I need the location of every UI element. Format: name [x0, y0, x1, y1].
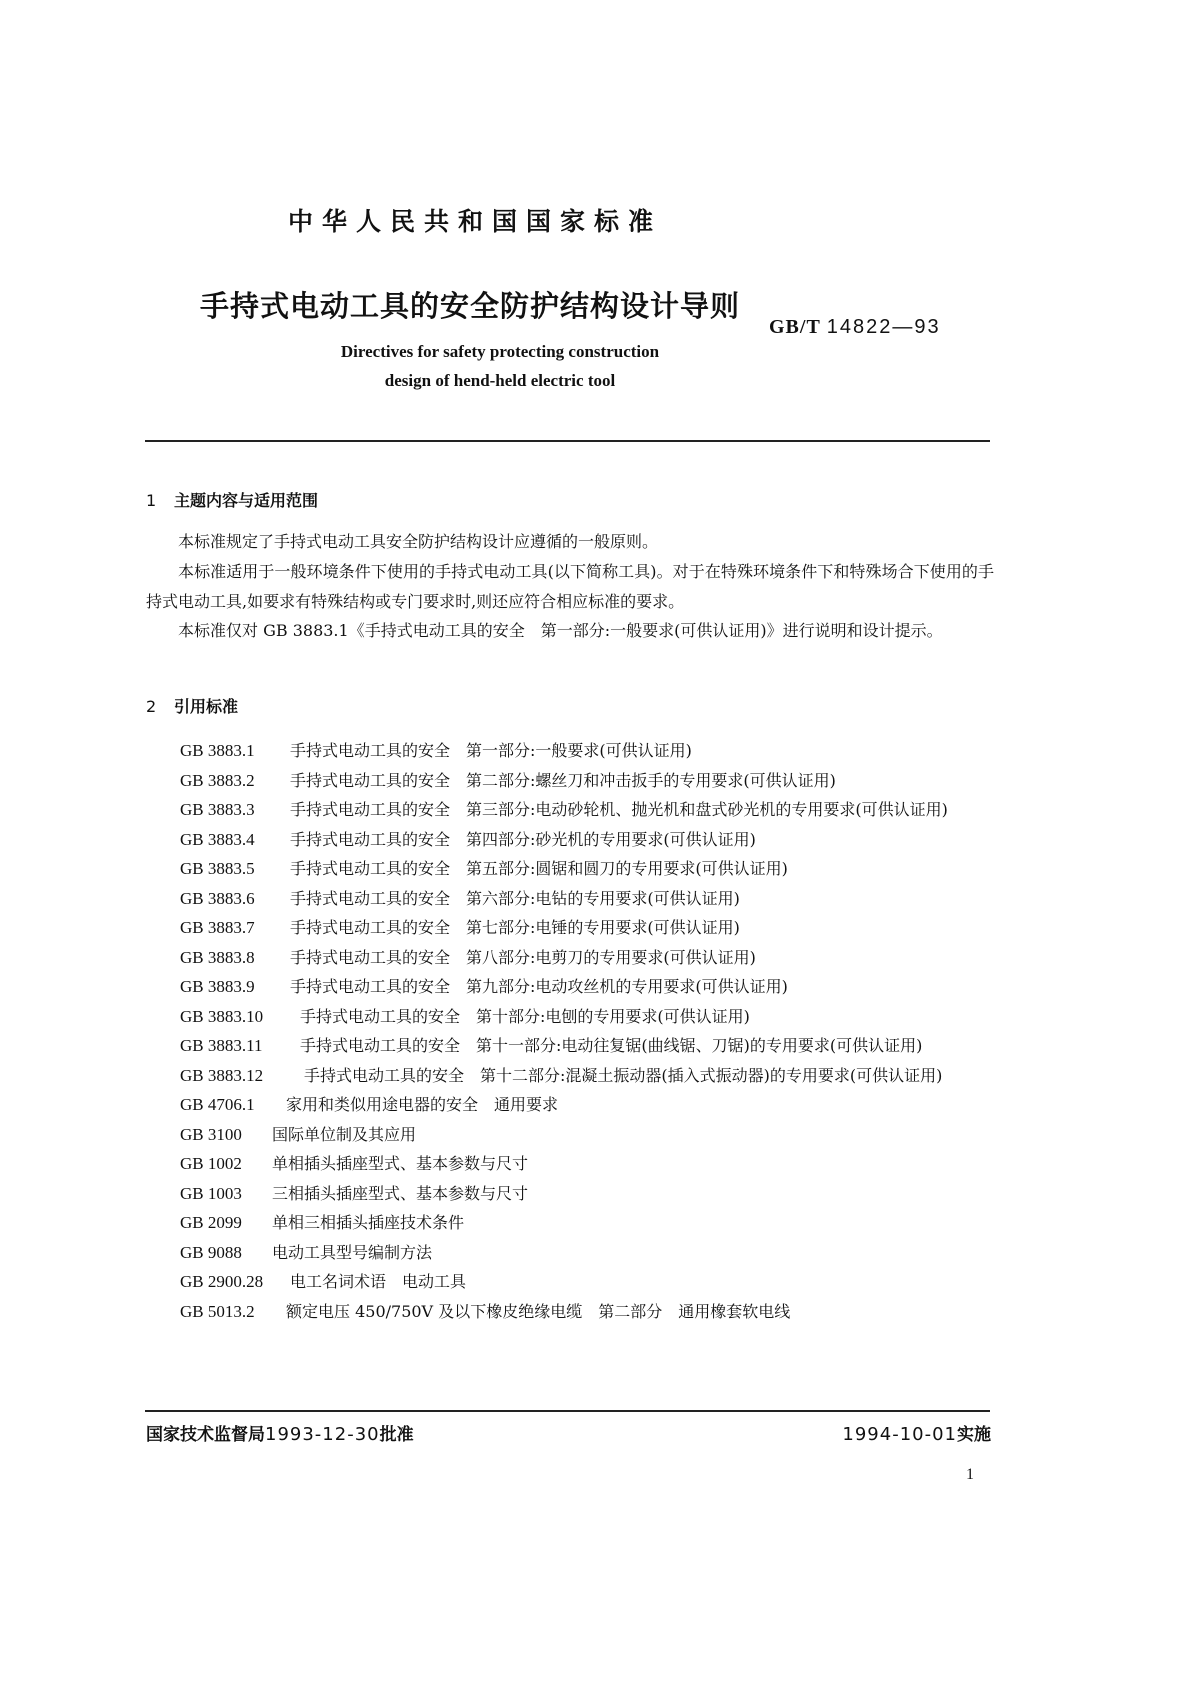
reference-title: 电工名词术语 电动工具 — [290, 1272, 467, 1291]
reference-title: 三相插头插座型式、基本参数与尺寸 — [272, 1183, 529, 1203]
effective-date: 1994-10-01 — [842, 1424, 957, 1445]
reference-title: 手持式电动工具的安全 第五部分:圆锯和圆刀的专用要求(可供认证用) — [290, 859, 788, 878]
reference-title: 电动工具型号编制方法 — [272, 1242, 433, 1262]
reference-code: GB 3883.6 — [180, 888, 255, 908]
reference-code: GB 3883.2 — [180, 770, 255, 790]
section-title: 主题内容与适用范围 — [174, 491, 319, 510]
reference-item — [180, 1238, 1000, 1268]
reference-code: GB 4706.1 — [180, 1095, 255, 1114]
reference-item — [180, 1149, 1000, 1179]
reference-title: 单相三相插头插座技术条件 — [272, 1213, 465, 1232]
page-number: 1 — [966, 1466, 974, 1483]
reference-title: 手持式电动工具的安全 第十部分:电刨的专用要求(可供认证用) — [300, 1006, 750, 1026]
reference-title: 手持式电动工具的安全 第三部分:电动砂轮机、抛光机和盘式砂光机的专用要求(可供认证用) — [290, 800, 948, 819]
standard-code — [769, 316, 941, 339]
reference-code: GB 2099 — [180, 1213, 242, 1232]
reference-title: 国际单位制及其应用 — [272, 1124, 417, 1144]
reference-code: GB 3100 — [180, 1124, 242, 1144]
referenced-standards-list — [180, 736, 1000, 1326]
section-title: 引用标准 — [174, 697, 239, 716]
reference-item — [180, 972, 1000, 1002]
reference-code: GB 2900.28 — [180, 1272, 264, 1291]
reference-code: GB 3883.11 — [180, 1036, 263, 1055]
effective-label: 实施 — [957, 1425, 991, 1445]
section-1-paragraph-2: 本标准适用于一般环境条件下使用的手持式电动工具(以下简称工具)。对于在特殊环境条件下和特殊场合下使用的手持式电动工具,如要求有特殊结构或专门要求时,则还应符合相应标准的要求。 — [146, 562, 994, 611]
reference-title: 单相插头插座型式、基本参数与尺寸 — [272, 1154, 529, 1173]
reference-code: GB 3883.5 — [180, 859, 255, 878]
reference-code: GB 9088 — [180, 1242, 242, 1262]
reference-item — [180, 854, 1000, 884]
national-standard-label: 中华人民共和国国家标准 — [288, 207, 663, 236]
reference-title: 手持式电动工具的安全 第十一部分:电动往复锯(曲线锯、刀锯)的专用要求(可供认证用) — [300, 1036, 923, 1055]
section-2-heading — [146, 694, 238, 717]
reference-code: GB 3883.8 — [180, 947, 255, 967]
effective-info — [842, 1420, 991, 1445]
approval-info — [146, 1420, 414, 1445]
reference-title: 家用和类似用途电器的安全 通用要求 — [286, 1095, 559, 1114]
reference-item — [180, 795, 1000, 825]
reference-item — [180, 1267, 1000, 1297]
reference-title: 手持式电动工具的安全 第二部分:螺丝刀和冲击扳手的专用要求(可供认证用) — [290, 770, 836, 790]
reference-item — [180, 1061, 1000, 1091]
section-1-paragraph-1: 本标准规定了手持式电动工具安全防护结构设计应遵循的一般原则。 — [178, 532, 659, 551]
section-1-paragraph-3: 本标准仅对 GB 3883.1《手持式电动工具的安全 第一部分:一般要求(可供认证用)》进行说明和设计提示。 — [178, 621, 943, 640]
reference-code: GB 3883.9 — [180, 977, 255, 996]
reference-code: GB 1003 — [180, 1183, 242, 1203]
reference-code: GB 3883.10 — [180, 1006, 264, 1026]
reference-code: GB 3883.7 — [180, 918, 255, 937]
section-number: 1 — [146, 491, 157, 510]
reference-item — [180, 766, 1000, 796]
reference-code: GB 3883.1 — [180, 741, 255, 760]
reference-code: GB 3883.4 — [180, 829, 255, 849]
reference-code: GB 1002 — [180, 1154, 242, 1173]
reference-item — [180, 913, 1000, 943]
document-title-english-line1: Directives for safety protecting construction — [340, 342, 660, 361]
reference-title: 手持式电动工具的安全 第八部分:电剪刀的专用要求(可供认证用) — [290, 947, 756, 967]
reference-title: 手持式电动工具的安全 第四部分:砂光机的专用要求(可供认证用) — [290, 829, 756, 849]
reference-item — [180, 1090, 1000, 1120]
reference-item — [180, 1031, 1000, 1061]
reference-code: GB 3883.12 — [180, 1065, 264, 1085]
reference-item — [180, 884, 1000, 914]
reference-item — [180, 1179, 1000, 1209]
reference-item — [180, 1002, 1000, 1032]
header-divider — [145, 440, 990, 442]
reference-code: GB 5013.2 — [180, 1301, 255, 1321]
reference-item — [180, 736, 1000, 766]
reference-title: 手持式电动工具的安全 第十二部分:混凝土振动器(插入式振动器)的专用要求(可供认证用) — [304, 1065, 943, 1085]
reference-title: 手持式电动工具的安全 第六部分:电钻的专用要求(可供认证用) — [290, 888, 740, 908]
approval-date: 1993-12-30 — [265, 1424, 380, 1445]
section-1-heading — [146, 488, 318, 511]
reference-item — [180, 825, 1000, 855]
document-title-chinese: 手持式电动工具的安全防护结构设计导则 — [200, 289, 741, 323]
reference-code: GB 3883.3 — [180, 800, 255, 819]
reference-item — [180, 1120, 1000, 1150]
document-title-english-line2: design of hend-held electric tool — [384, 371, 616, 390]
reference-title: 手持式电动工具的安全 第一部分:一般要求(可供认证用) — [290, 741, 692, 760]
reference-item — [180, 943, 1000, 973]
standard-code-number: 14822—93 — [826, 316, 941, 338]
footer-divider — [145, 1410, 990, 1412]
reference-item — [180, 1208, 1000, 1238]
approval-label: 批准 — [379, 1425, 414, 1445]
reference-title: 额定电压 450/750V 及以下橡皮绝缘电缆 第二部分 通用橡套软电线 — [286, 1301, 791, 1321]
standard-code-prefix: GB/T — [769, 316, 821, 338]
reference-title: 手持式电动工具的安全 第九部分:电动攻丝机的专用要求(可供认证用) — [290, 977, 788, 996]
reference-item — [180, 1297, 1000, 1327]
section-number: 2 — [146, 697, 157, 716]
approving-authority: 国家技术监督局 — [146, 1425, 265, 1445]
reference-title: 手持式电动工具的安全 第七部分:电锤的专用要求(可供认证用) — [290, 918, 740, 937]
